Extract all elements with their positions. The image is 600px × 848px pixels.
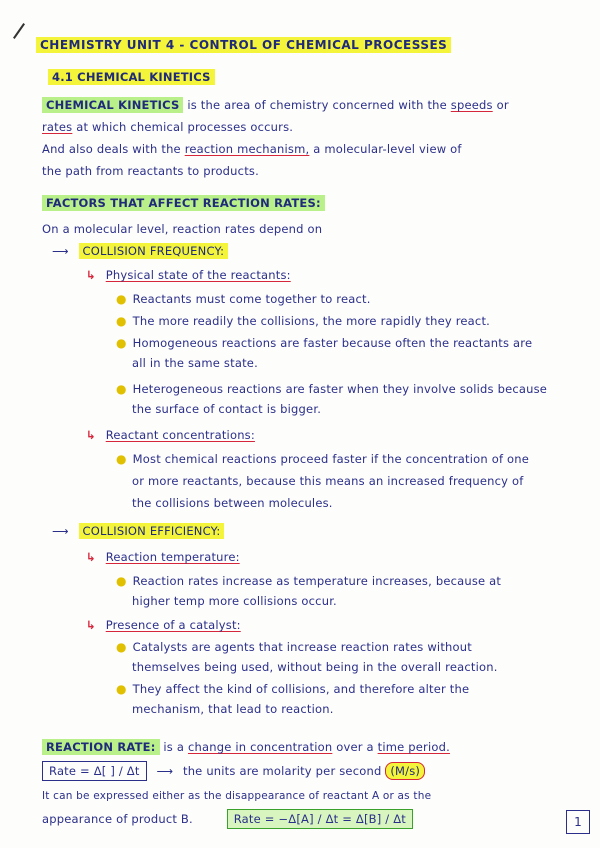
- term-chemical-kinetics: CHEMICAL KINETICS: [42, 97, 183, 113]
- arrow-right-icon: ⟶: [156, 764, 174, 778]
- factors-intro: [42, 222, 322, 236]
- page-number: 1: [566, 810, 590, 834]
- temp-bullet-1: [116, 574, 501, 588]
- bullet-icon: ●: [116, 452, 127, 466]
- section-title: [48, 70, 215, 84]
- term-speeds: speeds: [450, 98, 493, 112]
- term-rates: rates: [42, 120, 73, 134]
- term-change-in-concentration: change in concentration: [187, 740, 333, 754]
- arrow-right-icon: ⟶: [52, 244, 69, 258]
- reaction-temp-heading: [86, 550, 240, 564]
- physical-state-heading: [86, 268, 291, 282]
- physical-bullet-4: [116, 382, 547, 396]
- bullet-text: Catalysts are agents that increase reaction rates without: [132, 640, 472, 654]
- cat-bullet-2: [116, 682, 469, 696]
- collision-frequency-text: COLLISION FREQUENCY:: [79, 243, 229, 259]
- page-title: [36, 38, 451, 52]
- bullet-icon: ●: [116, 336, 127, 350]
- intro-line-3: [42, 142, 462, 156]
- intro-line-4: [42, 164, 259, 178]
- turn-arrow-icon: ↳: [86, 618, 96, 632]
- bullet-text: mechanism, that lead to reaction.: [132, 702, 334, 716]
- conc-bullet-1-cont-b: [132, 496, 333, 510]
- collision-frequency-heading: [52, 244, 228, 258]
- turn-arrow-icon: ↳: [86, 268, 96, 282]
- bullet-text: Most chemical reactions proceed faster if the concentration of one: [132, 452, 530, 466]
- collision-efficiency-text: COLLISION EFFICIENCY:: [79, 523, 225, 539]
- catalyst-text: Presence of a catalyst:: [105, 618, 241, 632]
- intro-line-2: [42, 120, 293, 134]
- intro-text-4: the path from reactants to products.: [42, 164, 259, 178]
- physical-bullet-4-cont: [132, 402, 321, 416]
- bullet-icon: ●: [116, 314, 127, 328]
- rate-def-line: [42, 740, 450, 754]
- rate-formula-box: Rate = Δ[ ] / Δt: [42, 761, 147, 781]
- physical-bullet-3: [116, 336, 532, 350]
- bullet-text: all in the same state.: [132, 356, 258, 370]
- term-time-period: time period.: [377, 740, 450, 754]
- bullet-text: Homogeneous reactions are faster because often the reactants are: [132, 336, 533, 350]
- conc-bullet-1-cont-a: [132, 474, 524, 488]
- bullet-text: higher temp more collisions occur.: [132, 594, 337, 608]
- bullet-icon: ●: [116, 574, 127, 588]
- term-reaction-mechanism: reaction mechanism,: [184, 142, 310, 156]
- physical-bullet-3-cont: [132, 356, 258, 370]
- rate-def-a: is a: [163, 740, 185, 754]
- factors-intro-text: On a molecular level, reaction rates depend on: [42, 222, 323, 236]
- temp-bullet-1-cont: [132, 594, 337, 608]
- intro-text-3a: And also deals with the: [42, 142, 181, 156]
- arrow-right-icon: ⟶: [52, 524, 69, 538]
- conc-bullet-1: [116, 452, 529, 466]
- cat-bullet-2-cont: [132, 702, 334, 716]
- cat-bullet-1-cont: [132, 660, 498, 674]
- rate-def-b: over a: [336, 740, 374, 754]
- bullet-text: Reactants must come together to react.: [132, 292, 371, 306]
- expr-text-1: It can be expressed either as the disappearance of reactant A or as the: [42, 790, 432, 802]
- intro-text-1a: is the area of chemistry concerned with the: [187, 98, 447, 112]
- catalyst-heading: [86, 618, 241, 632]
- units-value: (M/s): [385, 762, 425, 780]
- physical-bullet-1: [116, 292, 371, 306]
- intro-text-3b: a molecular-level view of: [313, 142, 462, 156]
- turn-arrow-icon: ↳: [86, 428, 96, 442]
- cat-bullet-1: [116, 640, 472, 654]
- bullet-icon: ●: [116, 292, 127, 306]
- factors-heading-text: FACTORS THAT AFFECT REACTION RATES:: [42, 195, 325, 211]
- intro-text-2: at which chemical processes occurs.: [76, 120, 294, 134]
- title-text: CHEMISTRY UNIT 4 - CONTROL OF CHEMICAL PROCESSES: [36, 37, 451, 53]
- physical-bullet-2: [116, 314, 490, 328]
- units-text: the units are molarity per second: [182, 764, 382, 778]
- bullet-icon: ●: [116, 640, 127, 654]
- bullet-icon: ●: [116, 682, 127, 696]
- reaction-temp-text: Reaction temperature:: [105, 550, 240, 564]
- expr-text-2: appearance of product B.: [42, 812, 193, 826]
- checkmark-icon: [13, 23, 25, 39]
- intro-text-1b: or: [496, 98, 509, 112]
- intro-line-1: [42, 98, 509, 112]
- rate-formula-line: [42, 764, 425, 778]
- rate-expr-line-1: [42, 790, 431, 802]
- bullet-text: the surface of contact is bigger.: [132, 402, 322, 416]
- reactant-conc-heading: [86, 428, 255, 442]
- bullet-text: The more readily the collisions, the more rapidly they react.: [132, 314, 491, 328]
- rate-formula-2-box: Rate = −Δ[A] / Δt = Δ[B] / Δt: [227, 809, 413, 829]
- bullet-text: or more reactants, because this means an increased frequency of: [132, 474, 524, 488]
- physical-state-text: Physical state of the reactants:: [105, 268, 291, 282]
- bullet-text: Heterogeneous reactions are faster when they involve solids because: [132, 382, 548, 396]
- bullet-text: the collisions between molecules.: [132, 496, 333, 510]
- bullet-icon: ●: [116, 382, 127, 396]
- bullet-text: themselves being used, without being in the overall reaction.: [132, 660, 498, 674]
- rate-heading: REACTION RATE:: [42, 739, 160, 755]
- rate-expr-line-2: [42, 812, 413, 826]
- bullet-text: Reaction rates increase as temperature increases, because at: [132, 574, 502, 588]
- factors-heading: [42, 196, 325, 210]
- section-text: 4.1 CHEMICAL KINETICS: [48, 69, 215, 85]
- reactant-conc-text: Reactant concentrations:: [105, 428, 255, 442]
- collision-efficiency-heading: [52, 524, 224, 538]
- turn-arrow-icon: ↳: [86, 550, 96, 564]
- bullet-text: They affect the kind of collisions, and therefore alter the: [132, 682, 470, 696]
